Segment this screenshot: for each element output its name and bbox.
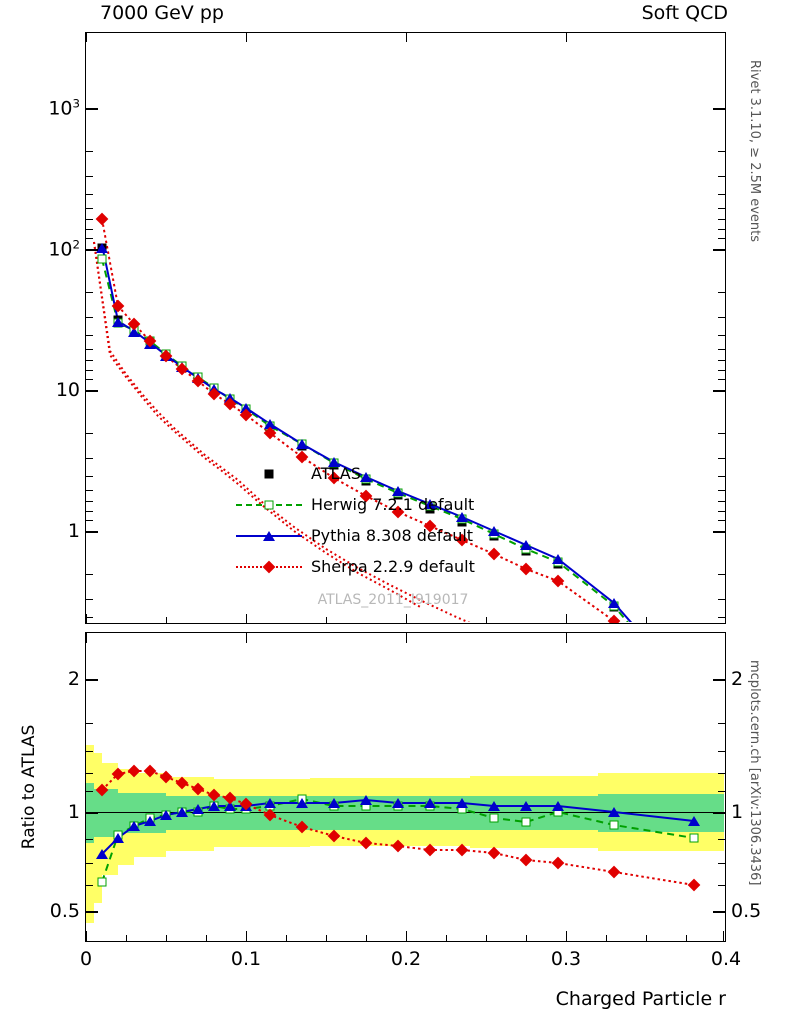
x-tick-label-02: 0.2 bbox=[390, 948, 422, 970]
marker-pythia bbox=[608, 807, 620, 817]
marker-pythia bbox=[96, 243, 108, 253]
x-tick-label-0: 0 bbox=[79, 948, 93, 970]
marker-pythia bbox=[520, 801, 532, 811]
ratio-y-tick-1: 1 bbox=[67, 801, 80, 823]
marker-pythia bbox=[192, 804, 204, 814]
y-tick-label-100: $10^2$ bbox=[48, 237, 80, 261]
marker-pythia bbox=[296, 439, 308, 449]
ratio-y-axis-title: Ratio to ATLAS bbox=[19, 724, 39, 850]
ratio-y-tick-2-right: 2 bbox=[731, 668, 744, 690]
marker-pythia bbox=[112, 317, 124, 327]
y-tick-label-1000: $10^3$ bbox=[48, 96, 80, 120]
marker-pythia bbox=[488, 526, 500, 536]
x-tick-label-04: 0.4 bbox=[710, 948, 742, 970]
legend-item-atlas bbox=[236, 458, 475, 489]
marker-pythia bbox=[552, 554, 564, 564]
x-tick-label-03: 0.3 bbox=[550, 948, 582, 970]
legend-item-sherpa bbox=[236, 551, 475, 582]
watermark-label: ATLAS_2011_I919017 bbox=[317, 592, 469, 608]
marker-pythia bbox=[96, 849, 108, 859]
marker-pythia bbox=[128, 821, 140, 831]
marker-herwig bbox=[522, 818, 531, 827]
header-left-label: 7000 GeV pp bbox=[100, 2, 224, 24]
legend bbox=[236, 458, 475, 582]
legend-label-atlas: ATLAS bbox=[311, 464, 361, 483]
ratio-y-tick-05: 0.5 bbox=[49, 900, 80, 922]
side-label-arxiv: mcplots.cern.ch [arXiv:1306.3436] bbox=[747, 660, 762, 886]
marker-pythia bbox=[296, 798, 308, 808]
chart-header bbox=[0, 0, 786, 28]
marker-pythia bbox=[608, 598, 620, 608]
marker-herwig bbox=[98, 255, 107, 264]
marker-pythia bbox=[456, 798, 468, 808]
marker-pythia bbox=[176, 807, 188, 817]
legend-marker-atlas bbox=[236, 463, 302, 485]
side-label-events: Rivet 3.1.10, ≥ 2.5M events bbox=[747, 60, 762, 243]
marker-pythia bbox=[144, 816, 156, 826]
legend-marker-herwig bbox=[236, 494, 302, 516]
y-tick-label-10: 10 bbox=[55, 379, 80, 401]
legend-label-sherpa: Sherpa 2.2.9 default bbox=[311, 557, 475, 576]
square-icon bbox=[265, 469, 274, 478]
x-tick-label-01: 0.1 bbox=[230, 948, 262, 970]
ratio-y-tick-1-right: 1 bbox=[731, 801, 744, 823]
marker-pythia bbox=[520, 540, 532, 550]
legend-marker-sherpa bbox=[236, 556, 302, 578]
legend-item-herwig bbox=[236, 489, 475, 520]
marker-pythia bbox=[328, 798, 340, 808]
ratio-plot-area bbox=[86, 633, 725, 941]
marker-pythia bbox=[264, 798, 276, 808]
marker-pythia bbox=[392, 798, 404, 808]
marker-pythia bbox=[488, 801, 500, 811]
marker-herwig bbox=[690, 834, 699, 843]
marker-herwig bbox=[610, 821, 619, 830]
header-right-label: Soft QCD bbox=[641, 2, 728, 24]
ratio-y-tick-05-right: 0.5 bbox=[731, 900, 762, 922]
marker-pythia bbox=[112, 833, 124, 843]
marker-pythia bbox=[424, 798, 436, 808]
legend-label-pythia: Pythia 8.308 default bbox=[311, 526, 474, 545]
legend-item-pythia bbox=[236, 520, 475, 551]
legend-label-herwig: Herwig 7.2.1 default bbox=[311, 495, 475, 514]
marker-pythia bbox=[208, 801, 220, 811]
marker-herwig bbox=[490, 814, 499, 823]
ratio-y-tick-2: 2 bbox=[67, 668, 80, 690]
marker-pythia bbox=[160, 810, 172, 820]
open-square-icon bbox=[265, 500, 274, 509]
x-axis-title: Charged Particle r bbox=[555, 988, 726, 1010]
main-plot-panel bbox=[48, 32, 726, 624]
y-tick-label-1: 1 bbox=[67, 520, 80, 542]
marker-pythia bbox=[688, 816, 700, 826]
legend-marker-pythia bbox=[236, 525, 302, 547]
marker-pythia bbox=[552, 801, 564, 811]
triangle-icon bbox=[263, 531, 275, 541]
marker-herwig bbox=[98, 878, 107, 887]
diamond-icon bbox=[263, 560, 276, 573]
marker-pythia bbox=[360, 795, 372, 805]
